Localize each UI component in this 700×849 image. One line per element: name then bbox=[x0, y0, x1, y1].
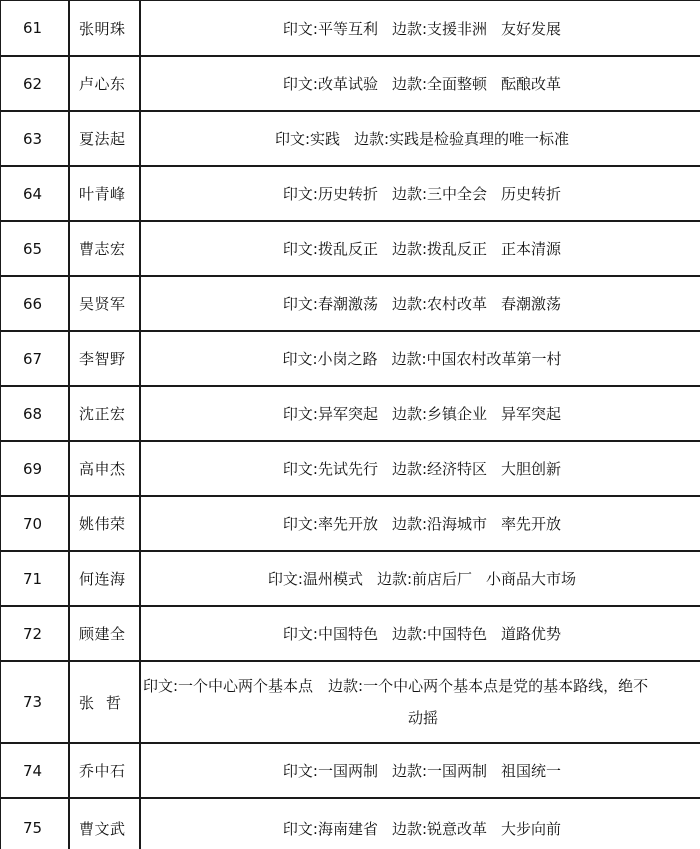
row-number: 71 bbox=[0, 551, 69, 606]
author-name: 乔中石 bbox=[69, 743, 140, 798]
author-name: 张明珠 bbox=[69, 0, 140, 56]
edge-motto: 异军突起 bbox=[501, 405, 562, 423]
seal-text: 印文:改革试验 bbox=[282, 75, 378, 93]
table-row bbox=[0, 56, 700, 111]
author-name: 何连海 bbox=[69, 551, 140, 606]
table-row bbox=[0, 743, 700, 798]
author-name: 高申杰 bbox=[69, 441, 140, 496]
edge-motto: 率先开放 bbox=[501, 515, 562, 533]
table-row bbox=[0, 386, 700, 441]
seal-description bbox=[140, 441, 700, 496]
seal-description bbox=[140, 743, 700, 798]
seal-text: 印文:先试先行 bbox=[282, 460, 378, 478]
edge-inscription: 边款:一国两制 bbox=[391, 762, 488, 780]
seal-text: 印文:一国两制 bbox=[282, 762, 378, 780]
seal-description bbox=[140, 551, 700, 606]
seal-description bbox=[140, 56, 700, 111]
row-number: 63 bbox=[0, 111, 69, 166]
author-name: 夏法起 bbox=[69, 111, 140, 166]
author-name: 顾建全 bbox=[69, 606, 140, 661]
edge-inscription: 边款:全面整顿 bbox=[391, 75, 488, 93]
row-number: 61 bbox=[0, 0, 69, 56]
table-row bbox=[0, 221, 700, 276]
table-row bbox=[0, 551, 700, 606]
table-row bbox=[0, 0, 700, 56]
seal-text: 印文:海南建省 bbox=[282, 819, 378, 838]
edge-motto: 大步向前 bbox=[501, 819, 562, 838]
row-number: 68 bbox=[0, 386, 69, 441]
row-number: 70 bbox=[0, 496, 69, 551]
seal-description bbox=[140, 331, 700, 386]
seal-description bbox=[140, 496, 700, 551]
seal-text: 印文:小岗之路 bbox=[282, 350, 378, 368]
table-row bbox=[0, 496, 700, 551]
edge-inscription: 边款:中国农村改革第一村 bbox=[391, 350, 562, 368]
seal-description bbox=[140, 221, 700, 276]
seal-description bbox=[140, 111, 700, 166]
seal-description bbox=[140, 386, 700, 441]
seal-description bbox=[140, 606, 700, 661]
edge-motto: 酝酿改革 bbox=[501, 75, 562, 93]
table-row bbox=[0, 276, 700, 331]
edge-inscription: 边款:拨乱反正 bbox=[391, 240, 488, 258]
edge-motto: 祖国统一 bbox=[501, 762, 562, 780]
author-name: 吴贤军 bbox=[69, 276, 140, 331]
edge-inscription: 边款:三中全会 bbox=[391, 185, 488, 203]
author-name: 张哲 bbox=[69, 661, 140, 743]
seal-text: 印文:平等互利 bbox=[282, 19, 378, 38]
seal-description-continuation: 动摇 bbox=[407, 709, 438, 727]
seal-description bbox=[140, 0, 700, 56]
edge-inscription: 边款:乡镇企业 bbox=[391, 405, 488, 423]
seal-description-line: 印文:一个中心两个基本点 边款:一个中心两个基本点是党的基本路线，绝不 bbox=[143, 677, 649, 695]
seal-text: 印文:温州模式 bbox=[267, 570, 363, 588]
author-name: 曹文武 bbox=[69, 798, 140, 849]
seal-description bbox=[140, 798, 700, 849]
edge-inscription: 边款:锐意改革 bbox=[391, 819, 488, 838]
author-name: 叶青峰 bbox=[69, 166, 140, 221]
row-number: 73 bbox=[0, 661, 69, 743]
table-row bbox=[0, 166, 700, 221]
seal-description bbox=[140, 166, 700, 221]
table-row bbox=[0, 798, 700, 849]
row-number: 64 bbox=[0, 166, 69, 221]
row-number: 75 bbox=[0, 798, 69, 849]
seal-description bbox=[140, 276, 700, 331]
row-number: 72 bbox=[0, 606, 69, 661]
edge-motto: 小商品大市场 bbox=[486, 570, 577, 588]
edge-motto: 友好发展 bbox=[501, 19, 562, 38]
seal-text: 印文:实践 bbox=[274, 130, 340, 148]
author-name: 李智野 bbox=[69, 331, 140, 386]
edge-inscription: 边款:中国特色 bbox=[391, 625, 488, 643]
table-row bbox=[0, 331, 700, 386]
author-name: 卢心东 bbox=[69, 56, 140, 111]
edge-motto: 历史转折 bbox=[501, 185, 562, 203]
author-name: 沈正宏 bbox=[69, 386, 140, 441]
edge-motto: 大胆创新 bbox=[501, 460, 562, 478]
seal-text: 印文:率先开放 bbox=[282, 515, 378, 533]
row-number: 66 bbox=[0, 276, 69, 331]
row-number: 67 bbox=[0, 331, 69, 386]
table-row bbox=[0, 661, 700, 743]
edge-inscription: 边款:支援非洲 bbox=[391, 19, 488, 38]
table-row bbox=[0, 441, 700, 496]
edge-inscription: 边款:实践是检验真理的唯一标准 bbox=[354, 130, 570, 148]
edge-motto: 春潮激荡 bbox=[501, 295, 562, 313]
seal-text: 印文:中国特色 bbox=[282, 625, 378, 643]
edge-motto: 正本清源 bbox=[501, 240, 562, 258]
seal-text: 印文:春潮激荡 bbox=[282, 295, 378, 313]
row-number: 74 bbox=[0, 743, 69, 798]
edge-inscription: 边款:前店后厂 bbox=[376, 570, 473, 588]
author-name: 曹志宏 bbox=[69, 221, 140, 276]
edge-inscription: 边款:沿海城市 bbox=[391, 515, 488, 533]
table-row bbox=[0, 606, 700, 661]
edge-inscription: 边款:经济特区 bbox=[391, 460, 488, 478]
seal-description bbox=[140, 661, 700, 743]
seal-text: 印文:异军突起 bbox=[282, 405, 378, 423]
row-number: 65 bbox=[0, 221, 69, 276]
seal-text: 印文:拨乱反正 bbox=[282, 240, 378, 258]
seal-text: 印文:历史转折 bbox=[282, 185, 378, 203]
edge-inscription: 边款:农村改革 bbox=[391, 295, 488, 313]
row-number: 69 bbox=[0, 441, 69, 496]
edge-motto: 道路优势 bbox=[501, 625, 562, 643]
row-number: 62 bbox=[0, 56, 69, 111]
author-name: 姚伟荣 bbox=[69, 496, 140, 551]
table-row bbox=[0, 111, 700, 166]
